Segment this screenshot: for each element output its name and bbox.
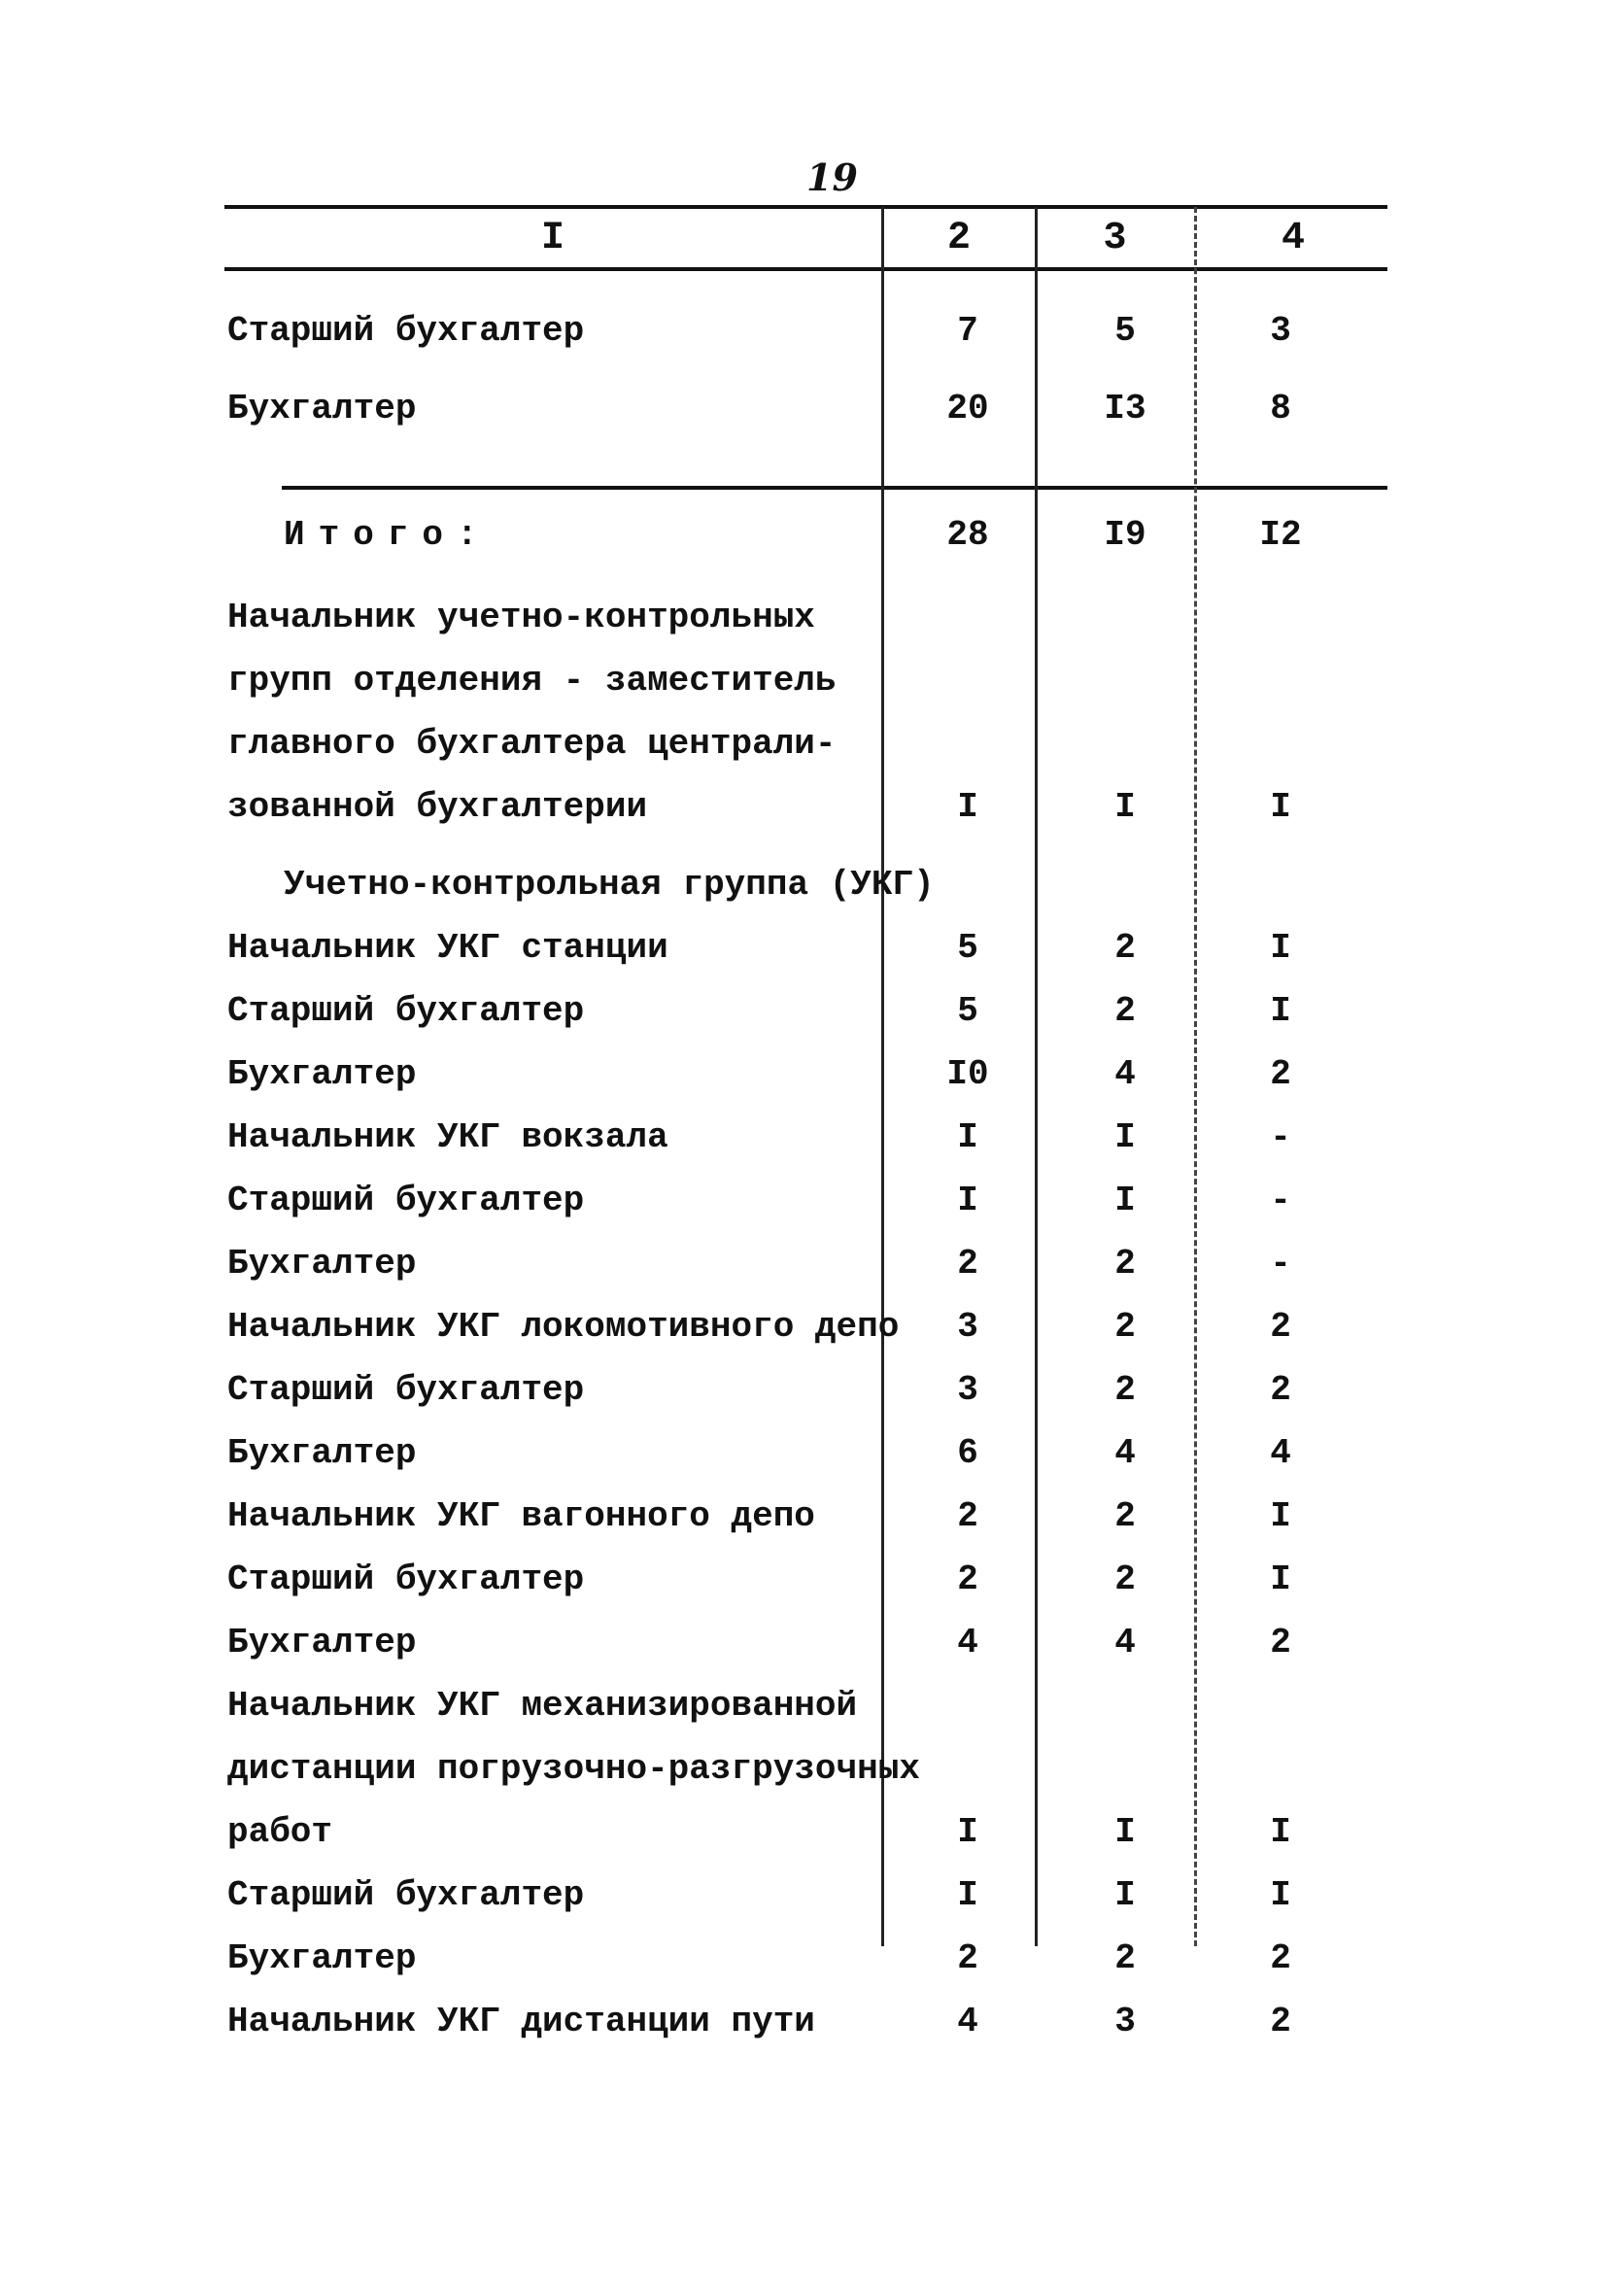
total-col-4: I2 [1259, 515, 1302, 555]
row-label: Старший бухгалтер [227, 991, 585, 1031]
cell-col-3: 2 [1114, 1307, 1136, 1347]
cell-col-4: 4 [1270, 1433, 1291, 1473]
row-label-line: Начальник учетно-контрольных [227, 598, 815, 637]
cell-col-2: 2 [957, 1559, 978, 1599]
row-label: Старший бухгалтер [227, 1875, 585, 1915]
cell-col-3: 4 [1114, 1623, 1136, 1662]
cell-col-2: I [957, 1117, 978, 1157]
cell-col-4: - [1270, 1244, 1291, 1284]
cell-col-2: 2 [957, 1244, 978, 1284]
row-label-line: Начальник УКГ механизированной [227, 1686, 858, 1726]
cell-col-3: 2 [1114, 991, 1136, 1031]
column-divider-3 [1194, 207, 1197, 1946]
cell-col-4: - [1270, 1117, 1291, 1157]
page-number: 19 [806, 155, 858, 199]
cell-col-4: 3 [1270, 311, 1291, 351]
cell-col-3: I [1114, 1181, 1136, 1220]
cell-col-2: 4 [957, 2002, 978, 2041]
total-col-3: I9 [1104, 515, 1146, 555]
cell-col-2: 4 [957, 1623, 978, 1662]
column-divider-2 [1035, 207, 1038, 1946]
cell-col-4: I [1270, 1496, 1291, 1536]
column-divider-1 [881, 207, 884, 1946]
cell-col-3: I [1114, 1117, 1136, 1157]
cell-col-4: 2 [1270, 1938, 1291, 1978]
row-label-line: дистанции погрузочно-разгрузочных [227, 1749, 920, 1789]
cell-col-2: I0 [946, 1054, 989, 1094]
cell-col-4: I [1270, 1812, 1291, 1852]
cell-col-3: 5 [1114, 311, 1136, 351]
cell-col-2: 2 [957, 1496, 978, 1536]
row-label: Начальник УКГ локомотивного депо [227, 1307, 900, 1347]
row-label-line: работ [227, 1812, 333, 1852]
cell-col-4: 8 [1270, 389, 1291, 428]
cell-col-4: I [1270, 991, 1291, 1031]
cell-col-2: 5 [957, 928, 978, 968]
cell-col-3: 2 [1114, 1559, 1136, 1599]
cell-col-4: I [1270, 1875, 1291, 1915]
cell-col-4: 2 [1270, 2002, 1291, 2041]
cell-col-3: 4 [1114, 1433, 1136, 1473]
cell-col-3: 2 [1114, 1496, 1136, 1536]
cell-col-2: 7 [957, 311, 978, 351]
row-label: Начальник УКГ дистанции пути [227, 2002, 815, 2041]
cell-col-2: 5 [957, 991, 978, 1031]
total-col-2: 28 [946, 515, 989, 555]
cell-col-2: I [957, 1812, 978, 1852]
row-label: Начальник УКГ вагонного депо [227, 1496, 815, 1536]
cell-col-2: 6 [957, 1433, 978, 1473]
row-label: Бухгалтер [227, 1054, 417, 1094]
cell-col-4: 2 [1270, 1054, 1291, 1094]
cell-col-2: I [957, 1875, 978, 1915]
cell-col-3: 2 [1114, 928, 1136, 968]
cell-col-4: 2 [1270, 1307, 1291, 1347]
row-label: Бухгалтер [227, 1938, 417, 1978]
row-label: Старший бухгалтер [227, 1370, 585, 1410]
row-label-line: групп отделения - заместитель [227, 661, 837, 701]
cell-col-4: I [1270, 787, 1291, 827]
row-label: Бухгалтер [227, 389, 417, 428]
cell-col-4: I [1270, 928, 1291, 968]
row-label: Бухгалтер [227, 1623, 417, 1662]
cell-col-3: I [1114, 787, 1136, 827]
row-label: Старший бухгалтер [227, 311, 585, 351]
row-label: Начальник УКГ вокзала [227, 1117, 668, 1157]
total-label: Итого: [284, 515, 492, 555]
row-label: Начальник УКГ станции [227, 928, 668, 968]
cell-col-3: 2 [1114, 1938, 1136, 1978]
header-col-3: 3 [1103, 216, 1127, 260]
cell-col-4: 2 [1270, 1370, 1291, 1410]
row-label: Старший бухгалтер [227, 1181, 585, 1220]
cell-col-2: 3 [957, 1370, 978, 1410]
cell-col-2: 2 [957, 1938, 978, 1978]
cell-col-3: 4 [1114, 1054, 1136, 1094]
cell-col-4: - [1270, 1181, 1291, 1220]
row-label-line: зованной бухгалтерии [227, 787, 648, 827]
cell-col-4: 2 [1270, 1623, 1291, 1662]
cell-col-3: 2 [1114, 1244, 1136, 1284]
row-label: Бухгалтер [227, 1433, 417, 1473]
cell-col-4: I [1270, 1559, 1291, 1599]
header-col-2: 2 [946, 216, 971, 260]
cell-col-3: 2 [1114, 1370, 1136, 1410]
cell-col-2: 20 [946, 389, 989, 428]
cell-col-3: I [1114, 1812, 1136, 1852]
header-col-1: I [540, 216, 564, 260]
subtotal-rule [282, 486, 1387, 490]
row-label: Бухгалтер [227, 1244, 417, 1284]
cell-col-2: I [957, 787, 978, 827]
section-title: Учетно-контрольная группа (УКГ) [284, 865, 935, 905]
cell-col-3: I3 [1104, 389, 1146, 428]
cell-col-2: I [957, 1181, 978, 1220]
header-top-rule [224, 205, 1387, 209]
cell-col-2: 3 [957, 1307, 978, 1347]
row-label: Старший бухгалтер [227, 1559, 585, 1599]
cell-col-3: 3 [1114, 2002, 1136, 2041]
row-label-line: главного бухгалтера централи- [227, 724, 837, 764]
header-col-4: 4 [1281, 216, 1305, 260]
header-bottom-rule [224, 267, 1387, 271]
cell-col-3: I [1114, 1875, 1136, 1915]
